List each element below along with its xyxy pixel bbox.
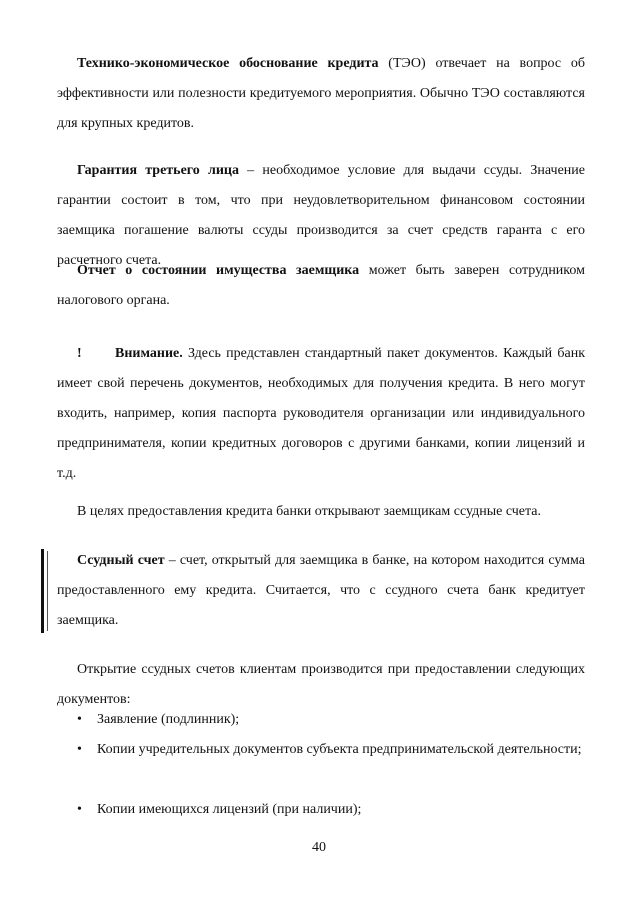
paragraph-teo-text: (ТЭО) отвечает на вопрос об эффективности или полезности кредитуемого мероприятия. Обычно ТЭО составляются для крупных кредитов. bbox=[57, 56, 585, 131]
paragraph-property-report-text: может быть заверен сотрудником налогового органа. bbox=[57, 263, 585, 308]
list-item-text: Копии учредительных документов субъекта предпринимательской деятельности; bbox=[97, 742, 582, 757]
paragraph-loan-account-definition bbox=[57, 546, 585, 636]
paragraph-property-report bbox=[57, 256, 585, 316]
term-guarantee: Гарантия третьего лица bbox=[77, 163, 239, 178]
paragraph-attention bbox=[57, 339, 585, 489]
list-item bbox=[57, 735, 585, 765]
paragraph-loan-account-text: – счет, открытый для заемщика в банке, на котором находится сумма предоставленного ему кредита. Считается, что с ссудного счета банк кредитует заемщика. bbox=[57, 553, 586, 628]
paragraph-guarantee-text: – необходимое условие для выдачи ссуды. Значение гарантии состоит в том, что при неудовлетворительном финансовом состоянии заемщика погашение валюты ссуды производится за счет средств гаранта с его расчетного счета. bbox=[57, 163, 585, 268]
margin-bar-thin bbox=[47, 551, 48, 631]
paragraph-teo bbox=[57, 49, 585, 139]
bullet-icon: • bbox=[77, 802, 82, 817]
margin-bar bbox=[41, 549, 44, 633]
term-property-report: Отчет о состоянии имущества заемщика bbox=[77, 263, 360, 278]
list-item bbox=[57, 795, 585, 825]
list-item bbox=[57, 705, 585, 735]
attention-mark: ! bbox=[77, 346, 82, 361]
paragraph-loan-accounts-text: В целях предоставления кредита банки открывают заемщикам ссудные счета. bbox=[77, 504, 542, 519]
list-item-text: Заявление (подлинник); bbox=[97, 712, 240, 727]
paragraph-opening-accounts-text: Открытие ссудных счетов клиентам производится при предоставлении следующих документов: bbox=[57, 662, 585, 707]
term-attention: Внимание. bbox=[115, 346, 183, 361]
paragraph-loan-accounts bbox=[57, 497, 585, 527]
term-teo: Технико-экономическое обоснование кредита bbox=[77, 56, 379, 71]
list-item-text: Копии имеющихся лицензий (при наличии); bbox=[97, 802, 362, 817]
term-loan-account: Ссудный счет bbox=[77, 553, 165, 568]
page-number: 40 bbox=[312, 840, 326, 855]
paragraph-attention-text: Здесь представлен стандартный пакет документов. Каждый банк имеет свой перечень документов, необходимых для получения кредита. В него могут входить, например, копия паспорта руководителя организации или индивидуального предпринимателя, копии кредитных договоров с другими банками, копии лицензий и т.д. bbox=[57, 346, 585, 481]
bullet-icon: • bbox=[77, 712, 82, 727]
bullet-icon: • bbox=[77, 742, 82, 757]
